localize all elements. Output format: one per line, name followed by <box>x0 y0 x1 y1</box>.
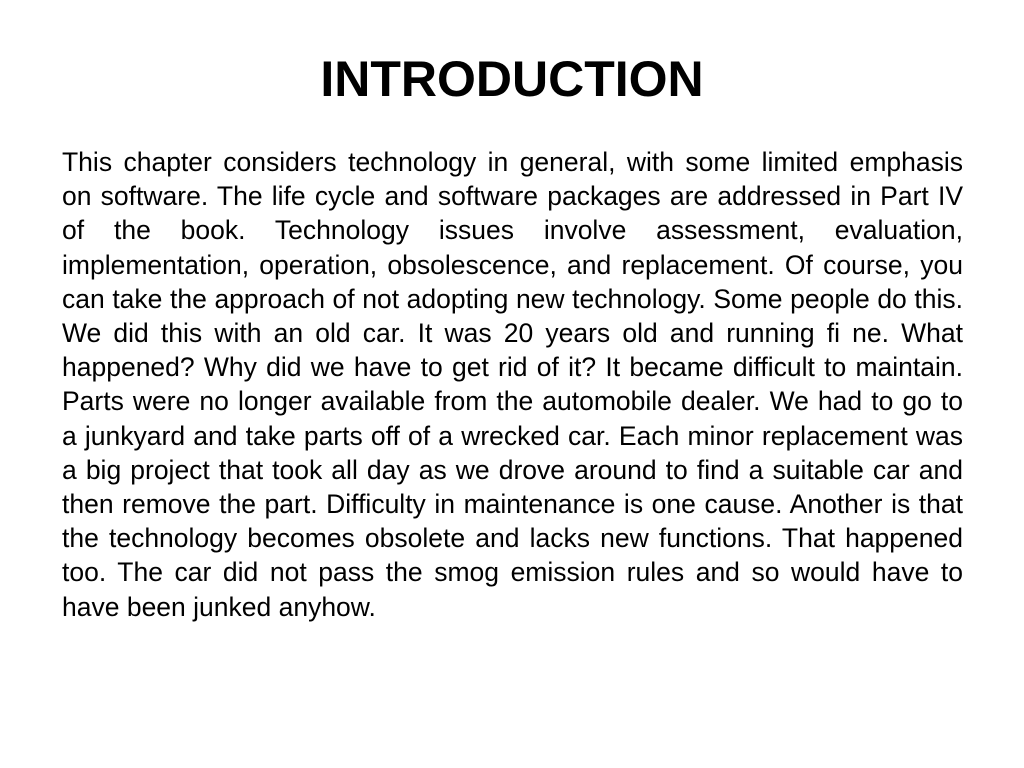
slide-body-text: This chapter considers technology in general, with some limited emphasis on software. The life cycle and software packages are addressed in Part IV of the book. Technology issues involve assessment, evaluation, implementation, operation, obsolescence, and replacement. Of course, you can take the approach of not adopting new technology. Some people do this. We did this with an old car. It was 20 years old and running fi ne. What happened? Why did we have to get rid of it? It became difficult to maintain. Parts were no longer available from the automobile dealer. We had to go to a junkyard and take parts off of a wrecked car. Each minor replacement was a big project that took all day as we drove around to find a suitable car and then remove the part. Difficulty in maintenance is one cause. Another is that the technology becomes obsolete and lacks new functions. That happened too. The car did not pass the smog emission rules and so would have to have been junked anyhow. <box>62 147 963 622</box>
slide-title: INTRODUCTION <box>320 51 704 107</box>
